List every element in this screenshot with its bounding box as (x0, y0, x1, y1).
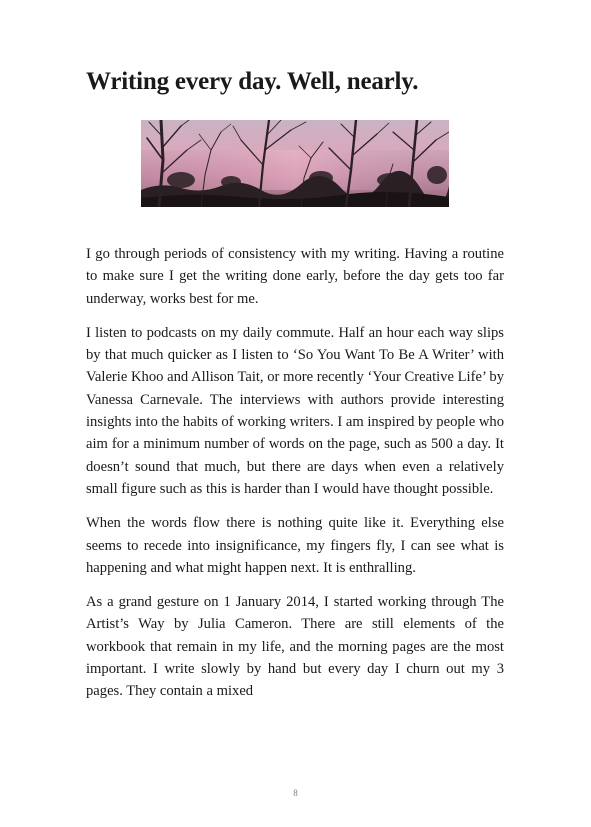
paragraph: As a grand gesture on 1 January 2014, I started working through The Artist’s Way by Julia Cameron. There are still elements of the workbook that remain in my life, and the morning pages are the most important. I write slowly by hand but every day I churn out my 3 pages. They contain a mixed (86, 594, 504, 700)
page-title: Writing every day. Well, nearly. (86, 68, 419, 95)
paragraph: I go through periods of consistency with my writing. Having a routine to make sure I get the writing done early, before the day gets too far underway, works best for me. (86, 246, 504, 307)
photo-graphic (141, 120, 449, 207)
article-body (86, 243, 504, 715)
sunset-trees-photo (141, 120, 449, 207)
paragraph: When the words flow there is nothing quite like it. Everything else seems to recede into insignificance, my fingers fly, I can see what is happening and what might happen next. It is enthralling. (86, 515, 504, 576)
paragraph: I listen to podcasts on my daily commute. Half an hour each way slips by that much quicker as I listen to ‘So You Want To Be A Writer’ with Valerie Khoo and Allison Tait, or more recently ‘Your Creative Life’ by Vanessa Carnevale. The interviews with authors provide interesting insights into the habits of working writers. I am inspired by people who aim for a minimum number of words on the page, such as 500 a day. It doesn’t sound that much, but there are days when even a relatively small figure such as this is harder than I would have thought possible. (86, 324, 504, 497)
page-number: 8 (293, 788, 298, 798)
